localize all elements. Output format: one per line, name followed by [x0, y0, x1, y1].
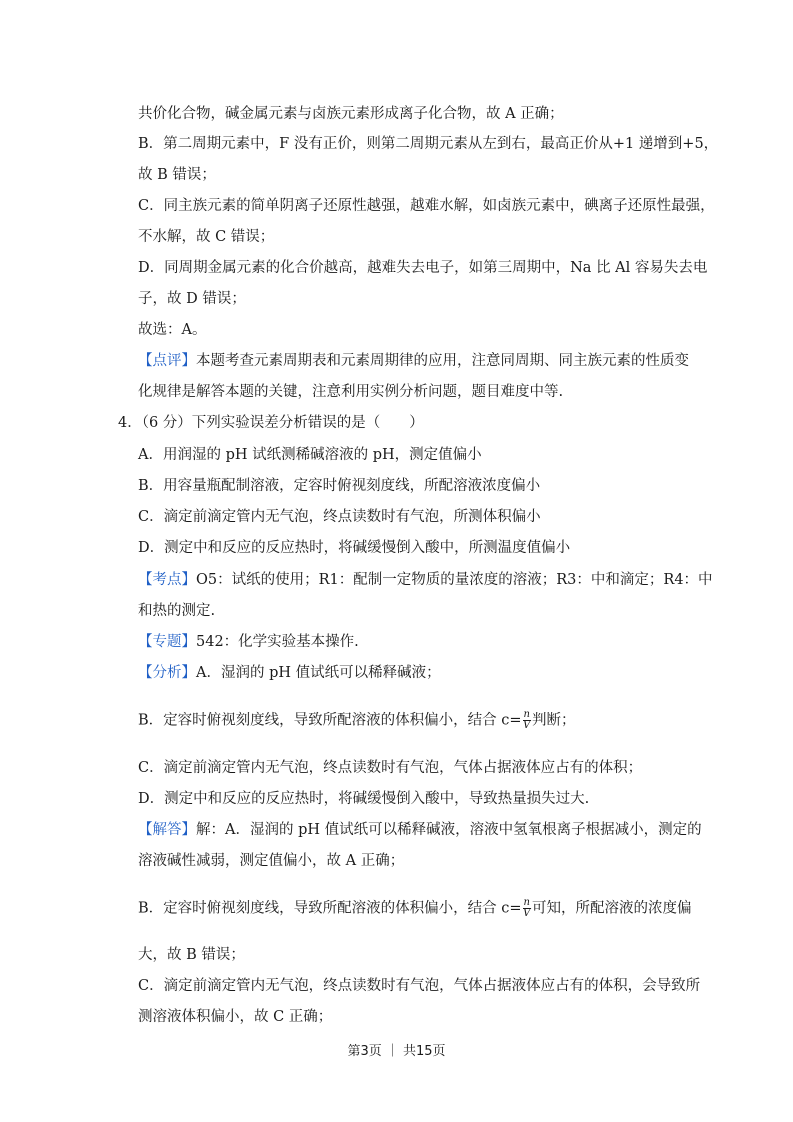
line-6: D．同周期金属元素的化合价越高，越难失去电子，如第三周期中，Na 比 Al 容易失去电	[138, 260, 708, 276]
line-8: 故选：A。	[138, 322, 207, 338]
jieda-tag: 【解答】	[138, 822, 196, 838]
option-c: C．滴定前滴定管内无气泡，终点读数时有气泡，所测体积偏小	[138, 509, 541, 525]
fenxi-text-a: A．湿润的 pH 值试纸可以稀释碱液；	[196, 665, 441, 681]
jieda-line-3	[138, 898, 692, 919]
jieda-text-1: 解：A．湿润的 pH 值试纸可以稀释碱液，溶液中氢氧根离子根据减小，测定的	[196, 822, 702, 838]
jieda-line-6: 测溶液体积偏小，故 C 正确；	[138, 1009, 333, 1025]
formula-denominator-2: V	[523, 908, 531, 919]
kaodian-tag: 【考点】	[138, 572, 196, 588]
dianping-text-1: 本题考查元素周期表和元素周期律的应用，注意同周期、同主族元素的性质变	[196, 353, 689, 369]
zhuanti-line	[138, 632, 359, 652]
fenxi-line-c: C．滴定前滴定管内无气泡，终点读数时有气泡，气体占据液体应占有的体积；	[138, 760, 643, 776]
zhuanti-tag: 【专题】	[138, 634, 196, 650]
jieda-line-5: C．滴定前滴定管内无气泡，终点读数时有气泡，气体占据液体应占有的体积，会导致所	[138, 978, 701, 994]
jieda-text-b-pre: B．定容时俯视刻度线，导致所配溶液的体积偏小，结合 c=	[138, 900, 522, 917]
formula-fraction-2	[523, 898, 531, 919]
option-d: D．测定中和反应的反应热时，将碱缓慢倒入酸中，所测温度值偏小	[138, 540, 571, 556]
fenxi-line-d: D．测定中和反应的反应热时，将碱缓慢倒入酸中，导致热量损失过大.	[138, 791, 590, 807]
formula-denominator: V	[523, 720, 531, 731]
line-4: C．同主族元素的简单阴离子还原性越强，越难水解，如卤族元素中，碘离子还原性最强，	[138, 198, 715, 214]
jieda-line-4: 大，故 B 错误；	[138, 947, 245, 963]
formula-numerator: n	[523, 709, 530, 720]
formula-fraction	[523, 710, 531, 731]
fenxi-text-b-pre: B．定容时俯视刻度线，导致所配溶液的体积偏小，结合 c=	[138, 712, 522, 729]
fenxi-line-a	[138, 663, 441, 683]
kaodian-line-2: 和热的测定.	[138, 603, 216, 619]
zhuanti-text: 542：化学实验基本操作.	[196, 634, 359, 650]
fenxi-line-b	[138, 710, 576, 731]
dianping-tag: 【点评】	[138, 353, 196, 369]
jieda-line-2: 溶液碱性减弱，测定值偏小，故 A 正确；	[138, 853, 405, 869]
fenxi-text-b-post: 判断；	[532, 712, 576, 729]
option-b: B．用容量瓶配制溶液，定容时俯视刻度线，所配溶液浓度偏小	[138, 478, 541, 494]
option-a: A．用润湿的 pH 试纸测稀碱溶液的 pH，测定值偏小	[138, 447, 482, 463]
dianping-line-1	[138, 351, 689, 371]
kaodian-line-1	[138, 570, 713, 590]
line-7: 子，故 D 错误；	[138, 291, 246, 307]
question-stem: 4．（6 分）下列实验误差分析错误的是（ ）	[118, 415, 424, 431]
line-3: 故 B 错误；	[138, 167, 216, 183]
fenxi-tag: 【分析】	[138, 665, 196, 681]
page-footer: 第3页 ｜ 共15页	[347, 1044, 446, 1059]
dianping-line-2: 化规律是解答本题的关键，注意利用实例分析问题，题目难度中等.	[138, 384, 564, 400]
jieda-line-1	[138, 820, 702, 840]
line-1: 共价化合物，碱金属元素与卤族元素形成离子化合物，故 A 正确；	[138, 106, 564, 122]
line-2: B．第二周期元素中，F 没有正价，则第二周期元素从左到右，最高正价从+1 递增到+5，	[138, 136, 719, 152]
formula-numerator-2: n	[523, 897, 530, 908]
line-5: 不水解，故 C 错误；	[138, 229, 275, 245]
jieda-text-b-post: 可知，所配溶液的浓度偏	[532, 900, 692, 917]
kaodian-text-1: O5：试纸的使用；R1：配制一定物质的量浓度的溶液；R3：中和滴定；R4：中	[196, 572, 713, 588]
